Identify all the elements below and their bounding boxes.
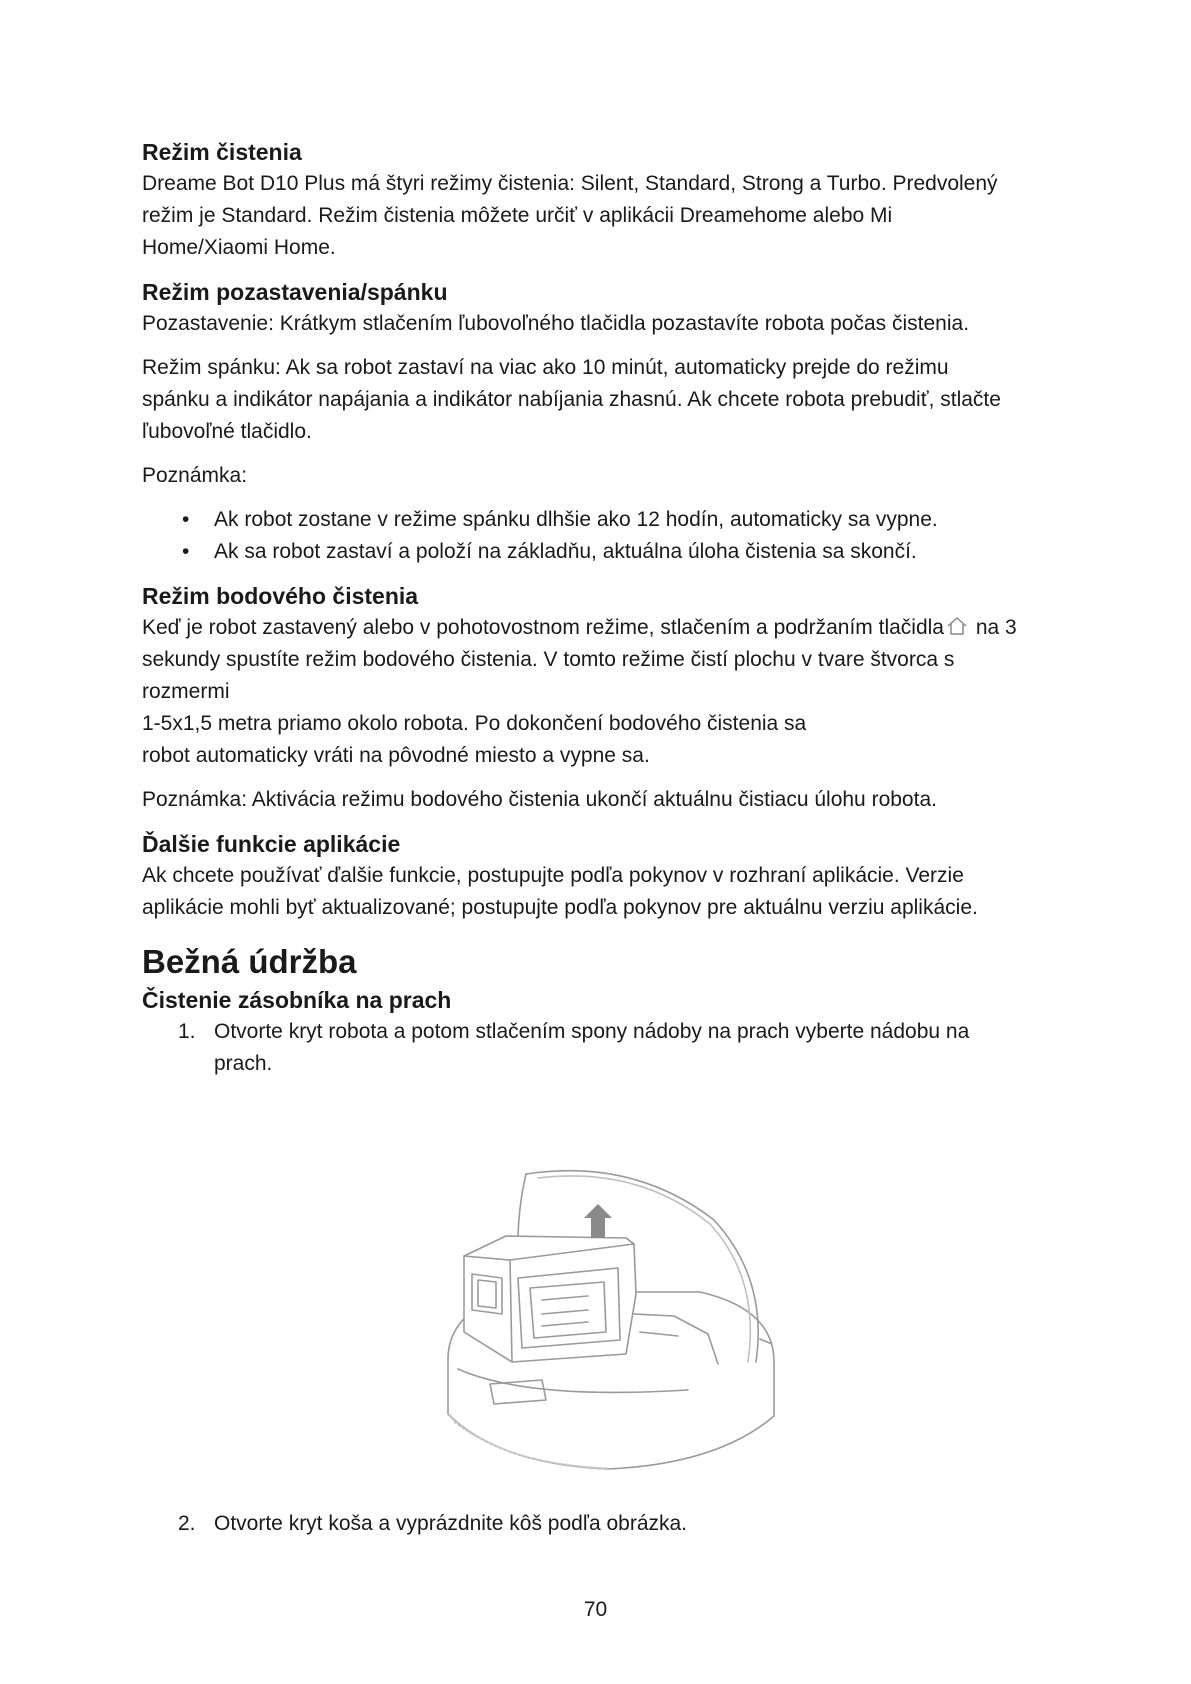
bullet-icon: • [182, 508, 190, 531]
sleep-notes-list [142, 504, 1072, 568]
step-2-line: 2. Otvorte kryt koša a vyprázdnite kôš podľa obrázka. [178, 1512, 688, 1535]
subheading-dustbin: Čistenie zásobníka na prach [142, 987, 452, 1013]
page-content [142, 136, 1072, 1080]
heading-maintenance: Bežná údržba [142, 943, 357, 980]
sleep-line: spánku a indikátor napájania a indikátor nabíjania zhasnú. Ak chcete robota prebudiť, stlačte [142, 388, 1001, 411]
spot-line: rozmermi [142, 680, 230, 703]
home-icon [946, 616, 968, 636]
app-line: Ak chcete používať ďalšie funkcie, postupujte podľa pokynov v rozhraní aplikácie. Verzie [142, 864, 964, 887]
cleaning-mode-line: Home/Xiaomi Home. [142, 236, 336, 259]
spot-note: Poznámka: Aktivácia režimu bodového čistenia ukončí aktuálnu čistiacu úlohu robota. [142, 788, 937, 811]
note-label: Poznámka: [142, 464, 248, 487]
spot-line: sekundy spustíte režim bodového čistenia. V tomto režime čistí plochu v tvare štvorca s [142, 648, 955, 671]
spot-line: robot automaticky vráti na pôvodné miesto a vypne sa. [142, 744, 650, 767]
heading-app-functions: Ďalšie funkcie aplikácie [142, 831, 401, 857]
robot-dustbin-illustration [438, 1164, 780, 1482]
dustbin-steps [142, 1016, 1072, 1080]
spot-line: 1-5x1,5 metra priamo okolo robota. Po dokončení bodového čistenia sa [142, 712, 807, 735]
list-item: • Ak robot zostane v režime spánku dlhšie ako 12 hodín, automaticky sa vypne. [142, 504, 1072, 536]
cleaning-mode-line: režim je Standard. Režim čistenia môžete určiť v aplikácii Dreamehome alebo Mi [142, 204, 893, 227]
spot-line-with-icon: Keď je robot zastavený alebo v pohotovostnom režime, stlačením a podržaním tlačidla na 3 [142, 616, 1017, 639]
bullet-icon: • [182, 540, 190, 563]
step-item: 1. Otvorte kryt robota a potom stlačením spony nádoby na prach vyberte nádobu na [178, 1020, 970, 1043]
step-item: prach. [214, 1052, 273, 1075]
app-line: aplikácie mohli byť aktualizované; postupujte podľa pokynov pre aktuálnu verziu aplikácie. [142, 896, 978, 919]
list-item: • Ak sa robot zastaví a položí na základňu, aktuálna úloha čistenia sa skončí. [142, 536, 1072, 568]
pause-text: Pozastavenie: Krátkym stlačením ľubovoľného tlačidla pozastavíte robota počas čistenia. [142, 312, 970, 335]
heading-spot-cleaning: Režim bodového čistenia [142, 583, 419, 609]
sleep-line: Režim spánku: Ak sa robot zastaví na viac ako 10 minút, automaticky prejde do režimu [142, 356, 949, 379]
heading-cleaning-mode: Režim čistenia [142, 139, 302, 165]
page-number: 70 [583, 1598, 608, 1621]
sleep-line: ľubovoľné tlačidlo. [142, 420, 312, 443]
cleaning-mode-line: Dreame Bot D10 Plus má štyri režimy čistenia: Silent, Standard, Strong a Turbo. Predvolený [142, 172, 998, 195]
heading-pause-sleep: Režim pozastavenia/spánku [142, 279, 448, 305]
